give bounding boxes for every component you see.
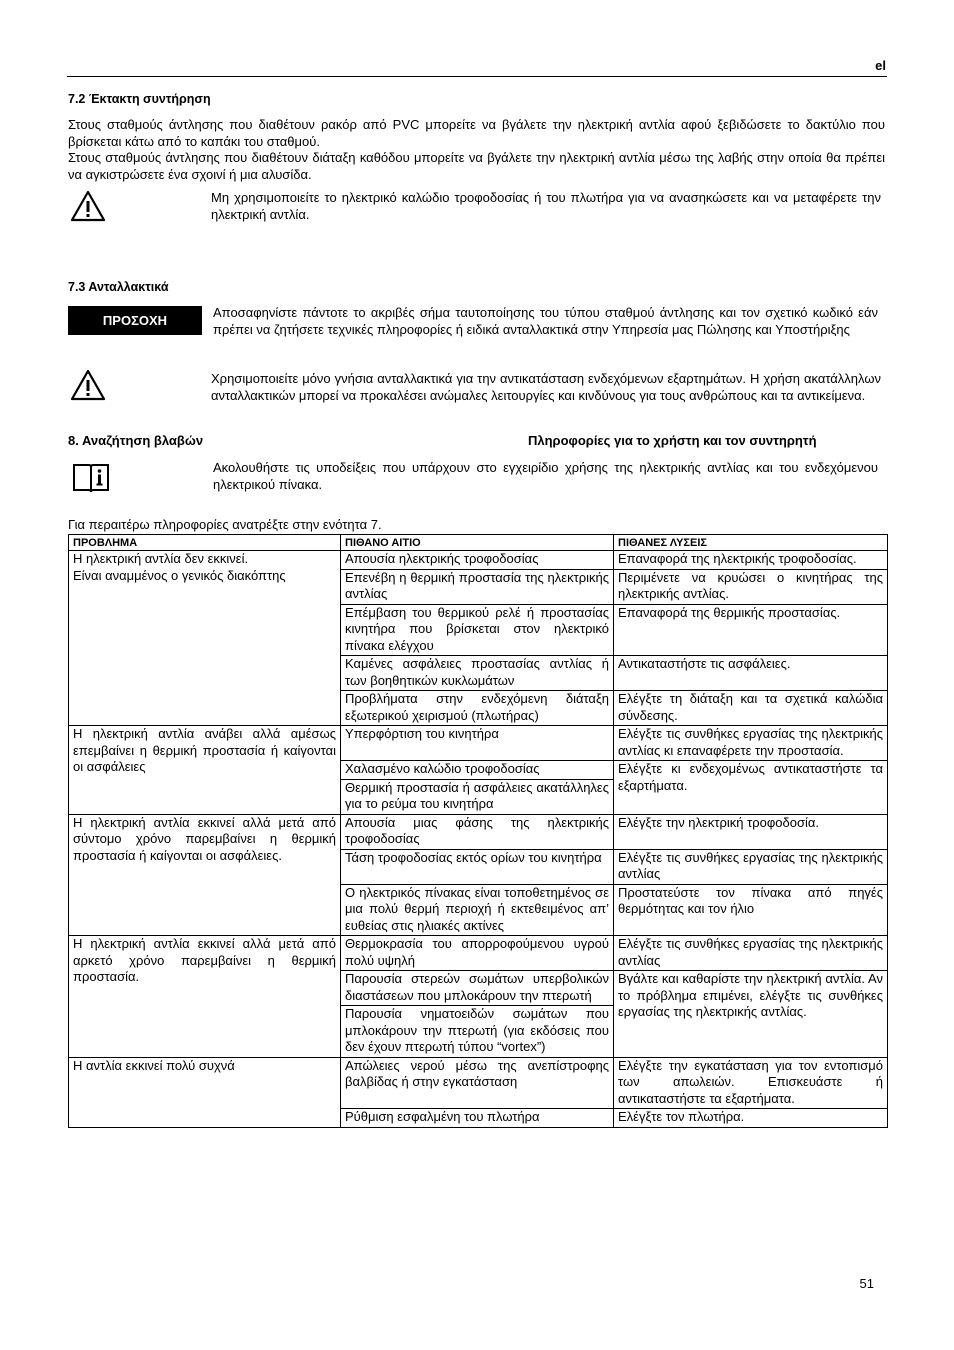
- cause-cell: Προβλήματα στην ενδεχόμενη διάταξη εξωτερικού χειρισμού (πλωτήρας): [341, 691, 614, 726]
- solution-cell: Αντικαταστήστε τις ασφάλειες.: [614, 656, 888, 691]
- section-8-manual-note: Ακολουθήστε τις υποδείξεις που υπάρχουν στο εγχειρίδιο χρήσης της ηλεκτρικής αντλίας και του ενδεχόμενου ηλεκτρικού πίνακα.: [213, 460, 878, 492]
- problem-cell: Η αντλία εκκινεί πολύ συχνά: [69, 1057, 341, 1127]
- cause-cell: Χαλασμένο καλώδιο τροφοδοσίας: [341, 761, 614, 780]
- troubleshooting-table: [68, 534, 888, 1128]
- warning-icon: [70, 369, 106, 401]
- solution-cell: Ελέγξτε κι ενδεχομένως αντικαταστήστε τα εξαρτήματα.: [614, 761, 888, 815]
- cause-cell: Ο ηλεκτρικός πίνακας είναι τοποθετημένος σε μια πολύ θερμή περιοχή ή εκτεθειμένος απ’ ευθείας στις ηλιακές ακτίνες: [341, 884, 614, 936]
- cause-cell: Απουσία ηλεκτρικής τροφοδοσίας: [341, 551, 614, 570]
- solution-cell: Ελέγξτε τις συνθήκες εργασίας της ηλεκτρικής αντλίας: [614, 936, 888, 971]
- warning-icon: [70, 190, 106, 222]
- cause-cell: Παρουσία νηματοειδών σωμάτων που μπλοκάρουν την πτερωτή (για εκδόσεις που δεν έχουν πτερωτή τύπου “vortex”): [341, 1006, 614, 1058]
- section-7-2-text: Στους σταθμούς άντλησης που διαθέτουν ρακόρ από PVC μπορείτε να βγάλετε την ηλεκτρική αντλία αφού ξεβιδώσετε το δακτύλιο που βρίσκεται κάτω από το καπάκι του σταθμού. Στους σταθμούς άντλησης που διαθέτουν διάταξη καθόδου μπορείτε να βγάλετε την ηλεκτρική αντλία μέσω της λαβής στην οποία θα πρέπει να αγκιστρώσετε ένα σχοινί ή μια αλυσίδα.: [68, 117, 885, 182]
- column-header-cause: ΠΙΘΑΝΟ ΑΙΤΙΟ: [341, 535, 614, 551]
- solution-cell: Ελέγξτε τον πλωτήρα.: [614, 1109, 888, 1128]
- table-row: [69, 936, 888, 971]
- cause-cell: Τάση τροφοδοσίας εκτός ορίων του κινητήρα: [341, 849, 614, 884]
- solution-cell: Ελέγξτε τις συνθήκες εργασίας της ηλεκτρικής αντλίας κι επαναφέρετε την προστασία.: [614, 726, 888, 761]
- table-row: [69, 1057, 888, 1109]
- column-header-solution: ΠΙΘΑΝΕΣ ΛΥΣΕΙΣ: [614, 535, 888, 551]
- cause-cell: Επέμβαση του θερμικού ρελέ ή προστασίας κινητήρα που βρίσκεται στον ηλεκτρικό πίνακα ελέγχου: [341, 604, 614, 656]
- table-row: [69, 551, 888, 570]
- cause-cell: Καμένες ασφάλειες προστασίας αντλίας ή των βοηθητικών κυκλωμάτων: [341, 656, 614, 691]
- cause-cell: Απώλειες νερού μέσω της ανεπίστροφης βαλβίδας ή στην εγκατάσταση: [341, 1057, 614, 1109]
- solution-cell: Επαναφορά της θερμικής προστασίας.: [614, 604, 888, 656]
- cause-cell: Θερμοκρασία του απορροφούμενου υγρού πολύ υψηλή: [341, 936, 614, 971]
- solution-cell: Επαναφορά της ηλεκτρικής τροφοδοσίας.: [614, 551, 888, 570]
- section-8-more-info: Για περαιτέρω πληροφορίες ανατρέξτε στην ενότητα 7.: [68, 517, 382, 532]
- solution-cell: Προστατεύστε τον πίνακα από πηγές θερμότητας και τον ήλιο: [614, 884, 888, 936]
- section-7-2-title: 7.2 Έκτακτη συντήρηση: [68, 92, 211, 106]
- caution-label: ΠΡΟΣΟΧΗ: [68, 306, 202, 335]
- manual-book-icon: [72, 462, 110, 494]
- problem-cell: Η ηλεκτρική αντλία εκκινεί αλλά μετά από σύντομο χρόνο παρεμβαίνει η θερμική προστασία ή καίγονται οι ασφάλειες.: [69, 814, 341, 936]
- section-8-title: 8. Αναζήτηση βλαβών: [68, 433, 204, 448]
- section-7-3-title: 7.3 Ανταλλακτικά: [68, 280, 169, 294]
- cause-cell: Επενέβη η θερμική προστασία της ηλεκτρικής αντλίας: [341, 569, 614, 604]
- solution-cell: Ελέγξτε τις συνθήκες εργασίας της ηλεκτρικής αντλίας: [614, 849, 888, 884]
- language-code: el: [875, 58, 886, 73]
- section-7-3-caution-text: Αποσαφηνίστε πάντοτε το ακριβές σήμα ταυτοποίησης του τύπου σταθμού άντλησης και τον σχετικό κωδικό εάν πρέπει να ζητήσετε τεχνικές πληροφορίες ή ειδικά ανταλλακτικά στην Υπηρεσία μας Πώλησης και Υποστήριξης: [213, 305, 878, 337]
- solution-cell: Βγάλτε και καθαρίστε την ηλεκτρική αντλία. Αν το πρόβλημα επιμένει, ελέγξτε τις συνθήκες εργασίας της ηλεκτρικής αντλίας.: [614, 971, 888, 1058]
- cause-cell: Παρουσία στερεών σωμάτων υπερβολικών διαστάσεων που μπλοκάρουν την πτερωτή: [341, 971, 614, 1006]
- solution-cell: Περιμένετε να κρυώσει ο κινητήρας της ηλεκτρικής αντλίας.: [614, 569, 888, 604]
- cause-cell: Υπερφόρτιση του κινητήρα: [341, 726, 614, 761]
- table-row: [69, 726, 888, 761]
- solution-cell: Ελέγξτε την εγκατάσταση για τον εντοπισμό των απωλειών. Επισκευάστε ή αντικαταστήστε τα εξαρτήματα.: [614, 1057, 888, 1109]
- table-header-row: [69, 535, 888, 551]
- cause-cell: Ρύθμιση εσφαλμένη του πλωτήρα: [341, 1109, 614, 1128]
- section-7-2-warning: Μη χρησιμοποιείτε το ηλεκτρικό καλώδιο τροφοδοσίας ή του πλωτήρα για να ανασηκώσετε και να μεταφέρετε την ηλεκτρική αντλία.: [211, 190, 881, 222]
- problem-cell: Η ηλεκτρική αντλία ανάβει αλλά αμέσως επεμβαίνει η θερμική προστασία ή καίγονται οι ασφάλειες: [69, 726, 341, 815]
- section-7-3-warning: Χρησιμοποιείτε μόνο γνήσια ανταλλακτικά για την αντικατάσταση ενδεχόμενων εξαρτημάτων. Η χρήση ακατάλληλων ανταλλακτικών μπορεί να προκαλέσει ανώμαλες λειτουργίες και κινδύνους για τους ανθρώπους και τα αντικείμενα.: [211, 371, 881, 403]
- column-header-problem: ΠΡΟΒΛΗΜΑ: [69, 535, 341, 551]
- section-8-audience: Πληροφορίες για το χρήστη και τον συντηρητή: [528, 433, 817, 448]
- problem-cell: Η ηλεκτρική αντλία δεν εκκινεί. Είναι αναμμένος ο γενικός διακόπτης: [69, 551, 341, 726]
- table-row: [69, 814, 888, 849]
- cause-cell: Απουσία μιας φάσης της ηλεκτρικής τροφοδοσίας: [341, 814, 614, 849]
- solution-cell: Ελέγξτε τη διάταξη και τα σχετικά καλώδια σύνδεσης.: [614, 691, 888, 726]
- page-number: 51: [859, 1276, 874, 1291]
- header-rule: [67, 76, 887, 77]
- cause-cell: Θερμική προστασία ή ασφάλειες ακατάλληλες για το ρεύμα του κινητήρα: [341, 779, 614, 814]
- solution-cell: Ελέγξτε την ηλεκτρική τροφοδοσία.: [614, 814, 888, 849]
- problem-cell: Η ηλεκτρική αντλία εκκινεί αλλά μετά από αρκετό χρόνο παρεμβαίνει η θερμική προστασία.: [69, 936, 341, 1058]
